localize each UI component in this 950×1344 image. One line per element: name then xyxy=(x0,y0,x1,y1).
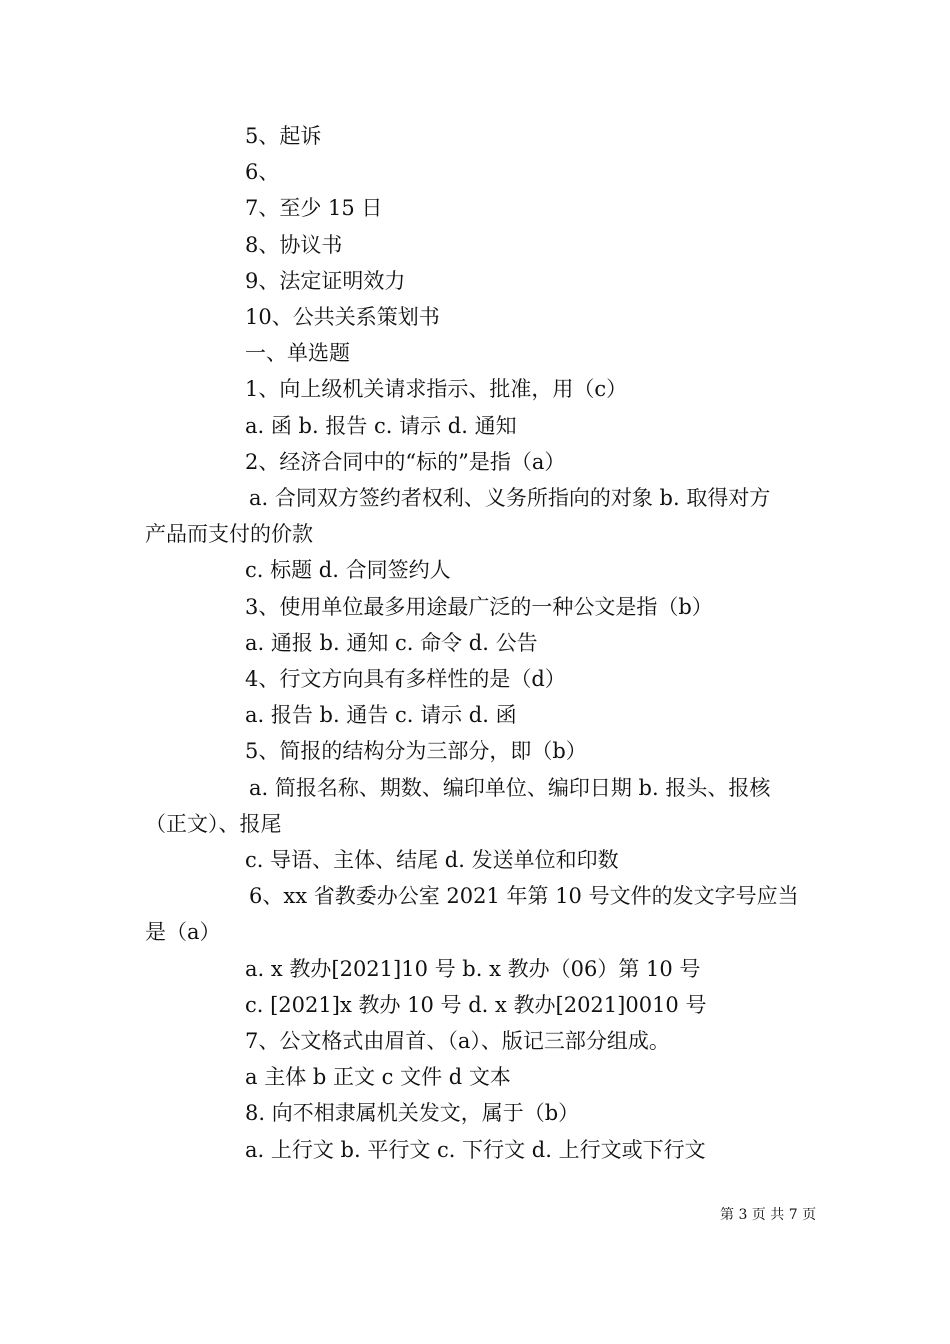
question-2: 2、经济合同中的“标的”是指（a） xyxy=(245,449,566,474)
question-3: 3、使用单位最多用途最广泛的一种公文是指（b） xyxy=(245,594,713,619)
question-1: 1、向上级机关请求指示、批准，用（c） xyxy=(245,377,628,402)
answer-line-9: 9、法定证明效力 xyxy=(245,268,406,293)
document-body xyxy=(145,118,810,1168)
question-6-options-2: c. [2021]x 教办 10 号 d. x 教办[2021]0010 号 xyxy=(245,992,707,1017)
answer-line-7: 7、至少 15 日 xyxy=(245,196,383,221)
question-6-cont: 是（a） xyxy=(145,920,221,945)
question-6-options: a. x 教办[2021]10 号 b. x 教办（06）第 10 号 xyxy=(245,956,701,981)
question-5-options-2: c. 导语、主体、结尾 d. 发送单位和印数 xyxy=(245,848,619,873)
question-6: 6、xx 省教委办公室 2021 年第 10 号文件的发文字号应当 xyxy=(249,884,799,909)
question-5: 5、简报的结构分为三部分，即（b） xyxy=(245,739,587,764)
question-2-options: a. 合同双方签约者权利、义务所指向的对象 b. 取得对方 xyxy=(249,486,771,511)
question-7: 7、公文格式由眉首、（a）、版记三部分组成。 xyxy=(245,1029,670,1054)
question-3-options: a. 通报 b. 通知 c. 命令 d. 公告 xyxy=(245,630,538,655)
answer-line-8: 8、协议书 xyxy=(245,232,343,257)
section-heading: 一、单选题 xyxy=(245,341,350,366)
answer-line-6: 6、 xyxy=(245,160,280,185)
question-2-options-2: c. 标题 d. 合同签约人 xyxy=(245,558,451,583)
question-4: 4、行文方向具有多样性的是（d） xyxy=(245,667,566,692)
question-1-options: a. 函 b. 报告 c. 请示 d. 通知 xyxy=(245,413,517,438)
question-8: 8. 向不相隶属机关发文，属于（b） xyxy=(245,1101,580,1126)
answer-line-5: 5、起诉 xyxy=(245,124,322,148)
question-7-options: a 主体 b 正文 c 文件 d 文本 xyxy=(245,1065,511,1090)
question-8-options: a. 上行文 b. 平行文 c. 下行文 d. 上行文或下行文 xyxy=(245,1137,706,1162)
page-number: 第 3 页 共 7 页 xyxy=(720,1207,817,1223)
answer-line-10: 10、公共关系策划书 xyxy=(245,305,440,330)
question-5-options-cont: （正文）、报尾 xyxy=(145,811,282,836)
question-4-options: a. 报告 b. 通告 c. 请示 d. 函 xyxy=(245,703,517,728)
question-5-options: a. 简报名称、期数、编印单位、编印日期 b. 报头、报核 xyxy=(249,775,771,800)
question-2-options-cont: 产品而支付的价款 xyxy=(145,522,313,547)
